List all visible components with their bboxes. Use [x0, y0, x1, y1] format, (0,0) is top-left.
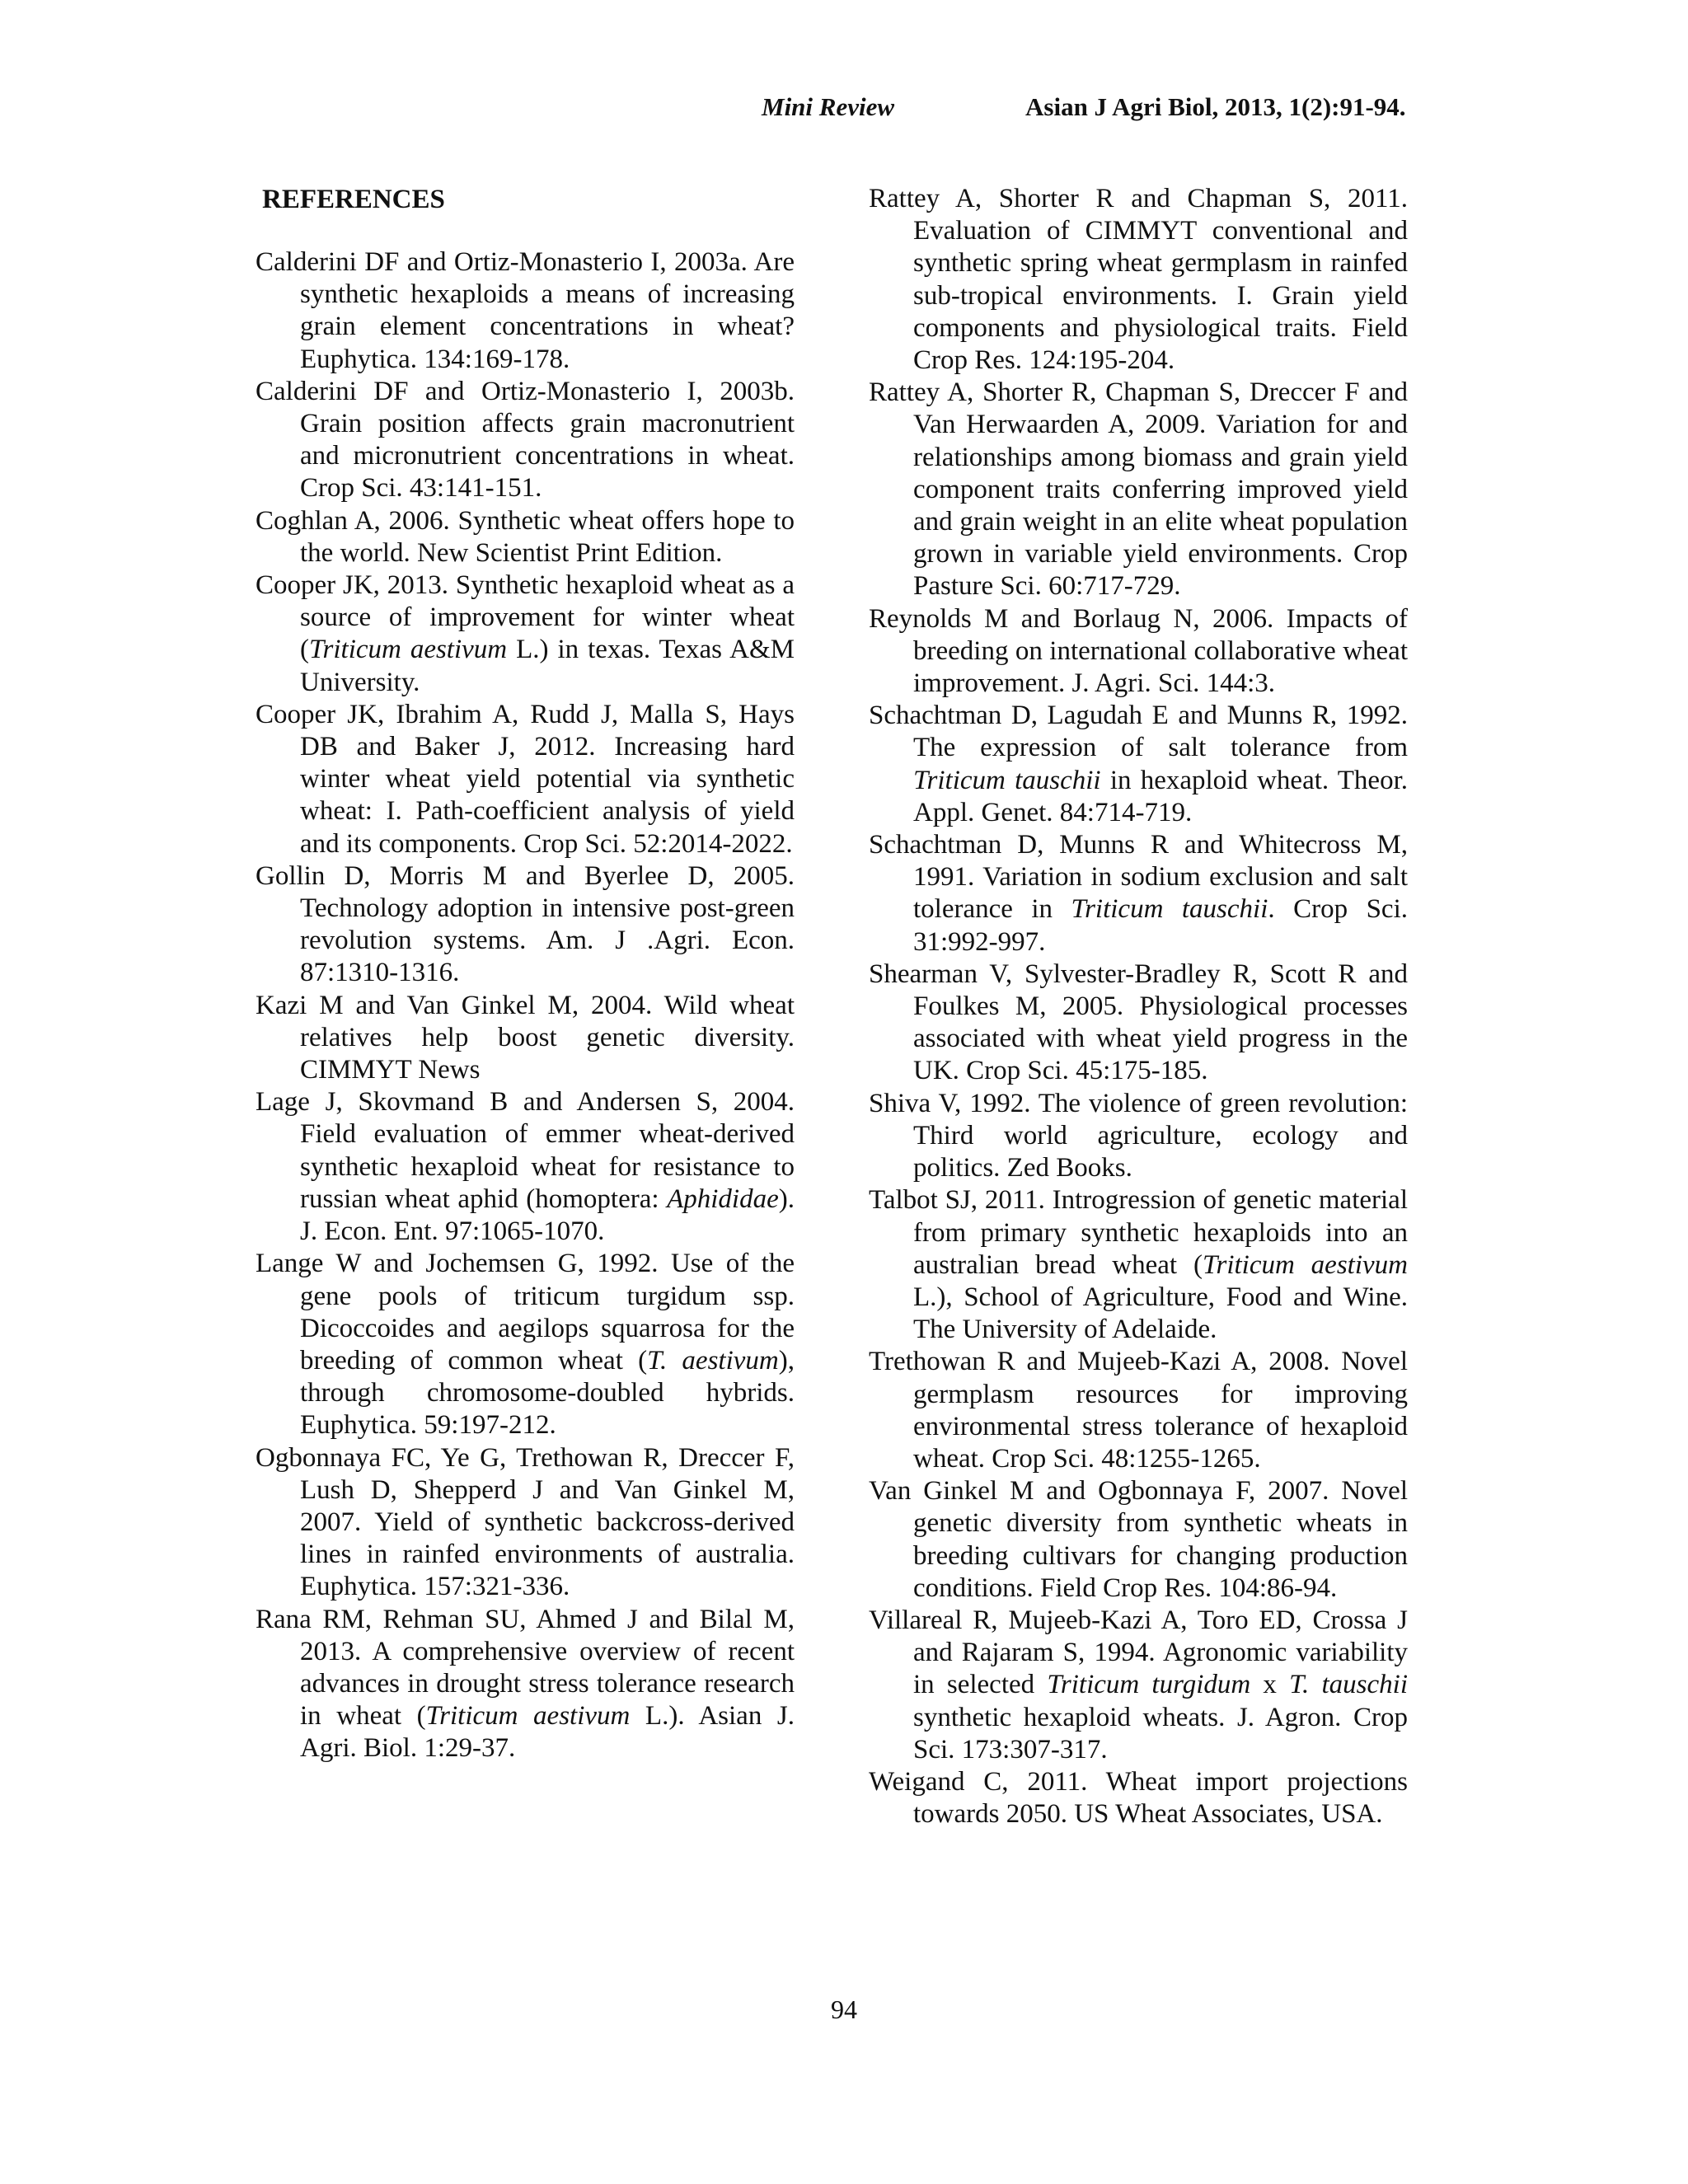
section-label: Mini Review	[762, 92, 895, 121]
reference-entry: Shearman V, Sylvester-Bradley R, Scott R and Foulkes M, 2005. Physiological processes associated with wheat yield progress in the UK. Crop Sci. 45:175-185.	[869, 958, 1408, 1086]
reference-entry: Calderini DF and Ortiz-Monasterio I, 2003b. Grain position affects grain macronutrient and micronutrient concentrations in wheat. Crop Sci. 43:141-151.	[256, 376, 795, 504]
references-heading: REFERENCES	[262, 185, 445, 214]
reference-entry: Schachtman D, Munns R and Whitecross M, 1991. Variation in sodium exclusion and salt tolerance in Triticum tauschii. Crop Sci. 31:992-997.	[869, 830, 1408, 957]
reference-entry: Gollin D, Morris M and Byerlee D, 2005. Technology adoption in intensive post-green revolution systems. Am. J .Agri. Econ. 87:1310-1316.	[256, 860, 795, 988]
reference-entry: Lange W and Jochemsen G, 1992. Use of the gene pools of triticum turgidum ssp. Dicoccoides and aegilops squarrosa for the breeding of common wheat (T. aestivum), through chromosome-doubled hybrids. Euphytica. 59:197-212.	[256, 1249, 795, 1441]
reference-entry: Shiva V, 1992. The violence of green revolution: Third world agriculture, ecology and politics. Zed Books.	[869, 1088, 1408, 1183]
reference-entry: Schachtman D, Lagudah E and Munns R, 1992. The expression of salt tolerance from Triticum tauschii in hexaploid wheat. Theor. Appl. Genet. 84:714-719.	[869, 701, 1408, 827]
journal-citation: Asian J Agri Biol, 2013, 1(2):91-94.	[1025, 92, 1406, 121]
reference-entry: Cooper JK, 2013. Synthetic hexaploid wheat as a source of improvement for winter wheat (Triticum aestivum L.) in texas. Texas A&M University.	[256, 570, 795, 697]
reference-entry: Rattey A, Shorter R and Chapman S, 2011. Evaluation of CIMMYT conventional and synthetic spring wheat germplasm in rainfed sub-tropical environments. I. Grain yield components and physiological traits. Field Crop Res. 124:195-204.	[869, 184, 1408, 376]
reference-entry: Ogbonnaya FC, Ye G, Trethowan R, Dreccer F, Lush D, Shepperd J and Van Ginkel M, 2007. Yield of synthetic backcross-derived lines in rainfed environments of australia. Euphytica. 157:321-336.	[256, 1442, 795, 1602]
reference-entry: Cooper JK, Ibrahim A, Rudd J, Malla S, Hays DB and Baker J, 2012. Increasing hard winter wheat yield potential via synthetic wheat: I. Path-coefficient analysis of yield and its components. Crop Sci. 52:2014-2022.	[256, 699, 795, 859]
reference-entry: Rattey A, Shorter R, Chapman S, Dreccer F and Van Herwaarden A, 2009. Variation for and relationships among biomass and grain yield component traits conferring improved yield and grain weight in an elite wheat population grown in variable yield environments. Crop Pasture Sci. 60:717-729.	[869, 377, 1408, 602]
reference-entry: Coghlan A, 2006. Synthetic wheat offers hope to the world. New Scientist Print Edition.	[256, 505, 795, 568]
reference-entry: Villareal R, Mujeeb-Kazi A, Toro ED, Crossa J and Rajaram S, 1994. Agronomic variability in selected Triticum turgidum x T. tauschii synthetic hexaploid wheats. J. Agron. Crop Sci. 173:307-317.	[869, 1605, 1408, 1765]
right-reference-list	[869, 183, 1408, 1830]
running-header	[0, 92, 1688, 129]
reference-entry: Reynolds M and Borlaug N, 2006. Impacts of breeding on international collaborative wheat improvement. J. Agri. Sci. 144:3.	[869, 603, 1408, 699]
reference-entry: Calderini DF and Ortiz-Monasterio I, 2003a. Are synthetic hexaploids a means of increasing grain element concentrations in wheat? Euphytica. 134:169-178.	[256, 247, 795, 374]
reference-entry: Kazi M and Van Ginkel M, 2004. Wild wheat relatives help boost genetic diversity. CIMMYT News	[256, 990, 795, 1085]
reference-entry: Weigand C, 2011. Wheat import projections towards 2050. US Wheat Associates, USA.	[869, 1766, 1408, 1830]
reference-entry: Rana RM, Rehman SU, Ahmed J and Bilal M, 2013. A comprehensive overview of recent advances in drought stress tolerance research in wheat (Triticum aestivum L.). Asian J. Agri. Biol. 1:29-37.	[256, 1604, 795, 1764]
reference-entry: Talbot SJ, 2011. Introgression of genetic material from primary synthetic hexaploids into an australian bread wheat (Triticum aestivum L.), School of Agriculture, Food and Wine. The University of Adelaide.	[869, 1185, 1408, 1345]
reference-entry: Lage J, Skovmand B and Andersen S, 2004. Field evaluation of emmer wheat-derived synthetic hexaploid wheat for resistance to russian wheat aphid (homoptera: Aphididae). J. Econ. Ent. 97:1065-1070.	[256, 1087, 795, 1247]
left-reference-list	[256, 246, 795, 1765]
right-column	[869, 183, 1408, 1830]
reference-entry: Van Ginkel M and Ogbonnaya F, 2007. Novel genetic diversity from synthetic wheats in breeding cultivars for changing production conditions. Field Crop Res. 104:86-94.	[869, 1476, 1408, 1603]
reference-entry: Trethowan R and Mujeeb-Kazi A, 2008. Novel germplasm resources for improving environmental stress tolerance of hexaploid wheat. Crop Sci. 48:1255-1265.	[869, 1347, 1408, 1474]
page-number: 94	[831, 1994, 857, 2024]
left-column	[256, 183, 795, 1765]
